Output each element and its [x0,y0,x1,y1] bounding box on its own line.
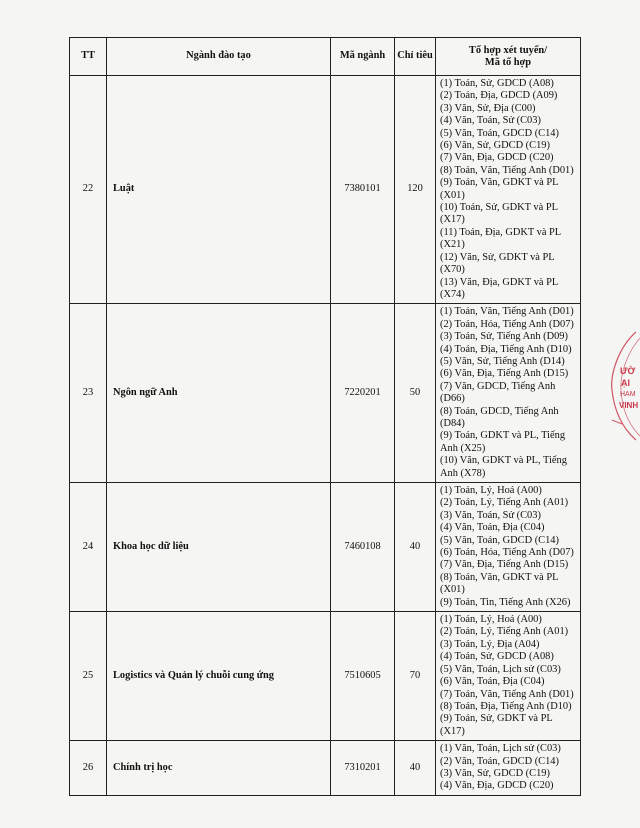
combo-item: (9) Toán, Văn, GDKT và PL (X01) [440,177,559,201]
combo-item: (3) Văn, Toán, Sử (C03) [440,509,541,521]
row-major: Chính trị học [107,741,331,796]
row-tt: 25 [70,612,107,741]
combo-item: (7) Văn, Địa, Tiếng Anh (D15) [440,559,569,571]
table-row [70,483,581,612]
combo-item: (12) Văn, Sử, GDKT và PL (X70) [440,251,555,276]
header-tt: TT [70,38,107,76]
combo-item: (13) Văn, Địa, GDKT và PL (X74) [440,276,558,300]
combo-item: (6) Văn, Địa, Tiếng Anh (D15) [440,368,569,380]
combo-item: (1) Toán, Lý, Hoá (A00) [440,485,542,496]
combo-item: (4) Văn, Toán, Địa (C04) [440,522,545,534]
combo-item: (6) Toán, Hóa, Tiếng Anh (D07) [440,547,574,559]
header-combo [436,38,581,76]
row-code: 7220201 [331,304,395,483]
row-major: Khoa học dữ liệu [107,483,331,612]
combo-item: (7) Văn, Địa, GDCD (C20) [440,152,554,164]
combo-item: (9) Toán, GDKT và PL, Tiếng Anh (X25) [440,430,566,454]
row-quota: 70 [395,612,436,741]
combo-item: (8) Toán, Văn, Tiếng Anh (D01) [440,164,574,176]
row-combos [436,741,581,796]
row-major: Ngôn ngữ Anh [107,304,331,483]
combo-item: (3) Toán, Lý, Địa (A04) [440,638,540,650]
red-seal-stamp [596,330,640,442]
row-combos [436,304,581,483]
table-row [70,76,581,304]
row-tt: 26 [70,741,107,796]
combo-item: (2) Toán, Lý, Tiếng Anh (A01) [440,497,569,509]
combo-item: (9) Toán, Tin, Tiếng Anh (X26) [440,596,571,608]
combo-item: (7) Văn, GDCD, Tiếng Anh (D66) [440,380,556,405]
combo-item: (1) Toán, Lý, Hoá (A00) [440,614,542,626]
combo-item: (3) Toán, Sử, Tiếng Anh (D09) [440,331,568,343]
row-tt: 24 [70,483,107,612]
admission-table [69,37,581,796]
combo-item: (1) Toán, Sử, GDCD (A08) [440,78,554,89]
combo-item: (6) Văn, Toán, Địa (C04) [440,676,545,688]
row-combos [436,76,581,304]
header-major: Ngành đào tạo [107,38,331,76]
combo-item: (3) Văn, Sử, Địa (C00) [440,102,536,114]
table-row [70,741,581,796]
combo-item: (9) Toán, Sử, GDKT và PL (X17) [440,713,553,737]
row-code: 7510605 [331,612,395,741]
combo-item: (11) Toán, Địa, GDKT và PL (X21) [440,226,561,251]
combo-item: (10) Văn, GDKT và PL, Tiếng Anh (X78) [440,455,567,479]
combo-item: (4) Toán, Sử, GDCD (A08) [440,651,554,663]
combo-item: (5) Văn, Toán, GDCD (C14) [440,127,559,139]
row-quota: 120 [395,76,436,304]
svg-text:ẠI: ẠI [621,378,630,388]
row-tt: 22 [70,76,107,304]
row-code: 7460108 [331,483,395,612]
combo-item: (2) Toán, Địa, GDCD (A09) [440,90,558,102]
combo-item: (6) Văn, Sử, GDCD (C19) [440,140,550,152]
svg-text:HAM: HAM [620,391,636,398]
row-major: Luật [107,76,331,304]
row-combos [436,612,581,741]
combo-item: (5) Văn, Toán, GDCD (C14) [440,534,559,546]
combo-item: (1) Toán, Văn, Tiếng Anh (D01) [440,306,574,318]
combo-item: (8) Toán, GDCD, Tiếng Anh (D84) [440,405,559,429]
combo-item: (8) Toán, Văn, GDKT và PL (X01) [440,571,559,596]
row-tt: 23 [70,304,107,483]
row-code: 7380101 [331,76,395,304]
combo-item: (10) Toán, Sử, GDKT và PL (X17) [440,202,558,226]
header-row [70,38,581,76]
combo-item: (4) Văn, Địa, GDCD (C20) [440,780,554,792]
header-combo-line1: Tổ hợp xét tuyển/ [468,44,548,56]
row-code: 7310201 [331,741,395,796]
row-quota: 40 [395,483,436,612]
table-body [70,76,581,796]
row-combos [436,483,581,612]
header-quota: Chỉ tiêu [395,38,436,76]
combo-item: (3) Văn, Sử, GDCD (C19) [440,767,550,779]
combo-item: (4) Văn, Toán, Sử (C03) [440,115,541,127]
combo-item: (5) Văn, Sử, Tiếng Anh (D14) [440,355,565,367]
header-code: Mã ngành [331,38,395,76]
combo-item: (2) Toán, Lý, Tiếng Anh (A01) [440,626,569,638]
svg-text:VINH: VINH [619,401,639,410]
row-quota: 40 [395,741,436,796]
header-combo-line2: Mã tổ hợp [484,56,532,68]
row-quota: 50 [395,304,436,483]
combo-item: (4) Toán, Địa, Tiếng Anh (D10) [440,343,572,355]
row-major: Logistics và Quản lý chuỗi cung ứng [107,612,331,741]
table-row [70,612,581,741]
combo-item: (1) Văn, Toán, Lịch sử (C03) [440,743,561,755]
combo-item: (2) Văn, Toán, GDCD (C14) [440,755,559,767]
combo-item: (2) Toán, Hóa, Tiếng Anh (D07) [440,318,574,330]
combo-item: (7) Toán, Văn, Tiếng Anh (D01) [440,688,574,700]
table-row [70,304,581,483]
combo-item: (8) Toán, Địa, Tiếng Anh (D10) [440,700,572,712]
combo-item: (5) Văn, Toán, Lịch sử (C03) [440,663,561,675]
svg-text:ƯỜ: ƯỜ [620,366,636,376]
